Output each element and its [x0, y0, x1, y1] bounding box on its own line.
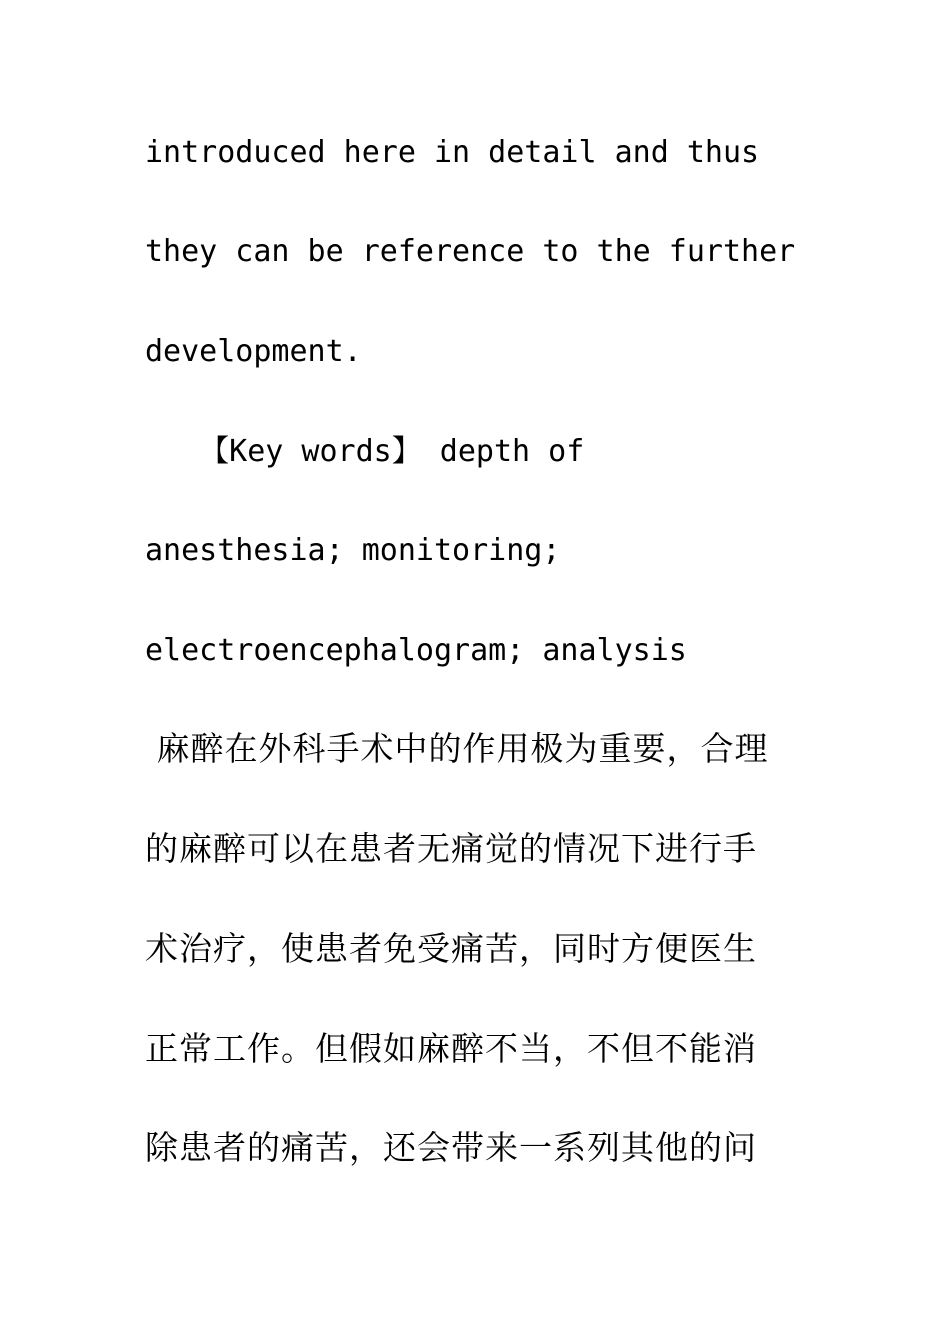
- chinese-paragraph-line-1: 麻醉在外科手术中的作用极为重要，合理: [145, 729, 769, 768]
- keywords-continued-line-2: electroencephalogram; analysis: [145, 633, 687, 668]
- chinese-paragraph-line-4: 正常工作。但假如麻醉不当，不但不能消: [145, 1029, 757, 1068]
- body-text-line-1: introduced here in detail and thus: [145, 135, 760, 170]
- chinese-paragraph-line-2: 的麻醉可以在患者无痛觉的情况下进行手: [145, 829, 757, 868]
- keywords-continued-line-1: anesthesia; monitoring;: [145, 533, 561, 568]
- keywords-line: 【Key words】 depth of: [145, 434, 585, 469]
- body-text-line-2: they can be reference to the further: [145, 234, 796, 269]
- chinese-paragraph-line-5: 除患者的痛苦，还会带来一系列其他的问: [145, 1128, 757, 1167]
- body-text-line-3: development.: [145, 334, 362, 369]
- chinese-paragraph-line-3: 术治疗，使患者免受痛苦，同时方便医生: [145, 929, 757, 968]
